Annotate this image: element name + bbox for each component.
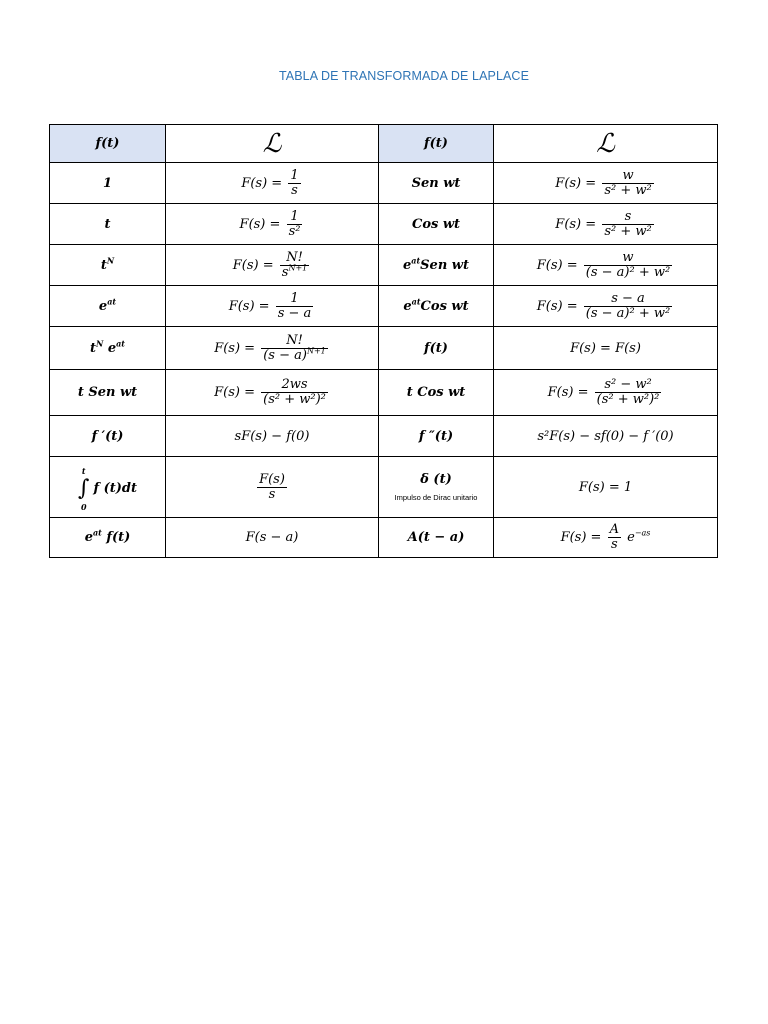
function-rest: f(t) bbox=[106, 530, 131, 545]
exponent: N bbox=[96, 338, 104, 349]
denominator: s² + w² bbox=[604, 223, 652, 239]
function-cell: f ″(t) bbox=[379, 416, 494, 457]
transform-cell: sF(s) − f(0) bbox=[166, 416, 379, 457]
fraction bbox=[280, 251, 309, 280]
transform-cell bbox=[166, 370, 379, 416]
fraction bbox=[257, 473, 287, 502]
fraction bbox=[595, 378, 662, 407]
integral-icon bbox=[78, 466, 89, 512]
base: e bbox=[402, 257, 412, 273]
table-row bbox=[50, 518, 718, 558]
header-laplace-1: ℒ bbox=[166, 125, 379, 163]
denominator: s² bbox=[288, 223, 301, 239]
transform-cell bbox=[166, 327, 379, 370]
exponent: at bbox=[92, 527, 102, 538]
table-row bbox=[50, 370, 718, 416]
denominator: s bbox=[268, 486, 276, 502]
table-row bbox=[50, 204, 718, 245]
function-note: Impulso de Dirac unitario bbox=[394, 493, 478, 502]
transform-cell bbox=[494, 518, 718, 558]
transform-prefix: F(s) = bbox=[536, 257, 578, 273]
function-cell: t Cos wt bbox=[379, 370, 494, 416]
function-cell bbox=[50, 518, 166, 558]
exponent: at bbox=[411, 255, 421, 266]
laplace-table bbox=[49, 124, 718, 558]
function-cell: f(t) bbox=[379, 327, 494, 370]
table-row bbox=[50, 163, 718, 204]
base: e bbox=[403, 298, 412, 314]
numerator: 1 bbox=[287, 210, 303, 225]
transform-cell bbox=[166, 457, 379, 518]
function-cell: f ′(t) bbox=[50, 416, 166, 457]
numerator: s bbox=[602, 210, 653, 225]
transform-prefix: F(s) = bbox=[555, 216, 597, 232]
function-rest: Cos wt bbox=[420, 298, 469, 314]
transform-cell: F(s) = F(s) bbox=[494, 327, 718, 370]
transform-prefix: F(s) = bbox=[241, 175, 283, 191]
numerator: w bbox=[584, 251, 672, 266]
base: e bbox=[627, 530, 635, 545]
exponent: N bbox=[106, 255, 115, 266]
denominator: $(s - a)^{N+1}$ bbox=[263, 346, 326, 363]
fraction bbox=[584, 251, 672, 280]
denominator: (s² + w²)² bbox=[263, 392, 326, 407]
denominator: $s^{N+1}$ bbox=[281, 263, 308, 280]
table-header-row bbox=[50, 125, 718, 163]
denominator: (s² + w²)² bbox=[596, 392, 660, 407]
transform-prefix: F(s) = bbox=[214, 340, 256, 356]
table-row bbox=[50, 457, 718, 518]
exponent: at bbox=[116, 338, 126, 349]
fraction bbox=[584, 292, 672, 321]
transform-prefix: F(s) = bbox=[536, 298, 578, 314]
transform-cell bbox=[166, 286, 379, 327]
transform-cell bbox=[166, 163, 379, 204]
denominator: s² + w² bbox=[604, 182, 652, 198]
exponent: at bbox=[411, 296, 421, 307]
base: e bbox=[84, 530, 93, 545]
function-cell bbox=[50, 327, 166, 370]
transform-cell bbox=[494, 163, 718, 204]
transform-cell bbox=[166, 204, 379, 245]
exponent: at bbox=[107, 296, 117, 307]
numerator: s − a bbox=[584, 292, 672, 307]
transform-cell: F(s) = 1 bbox=[494, 457, 718, 518]
function-cell: t Sen wt bbox=[50, 370, 166, 416]
numerator: 1 bbox=[276, 292, 314, 307]
integrand: f (t)dt bbox=[93, 481, 137, 496]
fraction bbox=[287, 210, 303, 239]
transform-prefix: F(s) = bbox=[214, 385, 255, 400]
fraction bbox=[602, 169, 653, 198]
transform-cell bbox=[494, 204, 718, 245]
transform-cell bbox=[494, 286, 718, 327]
function-rest: Sen wt bbox=[420, 257, 469, 273]
numerator: 1 bbox=[290, 167, 299, 183]
denominator: s bbox=[610, 537, 618, 552]
function-cell bbox=[379, 245, 494, 286]
numerator: F(s) bbox=[259, 471, 285, 487]
integral-sign: ∫ bbox=[78, 475, 90, 501]
transform-cell: F(s − a) bbox=[166, 518, 379, 558]
function-cell: A(t − a) bbox=[379, 518, 494, 558]
denominator: (s − a)² + w² bbox=[585, 305, 671, 321]
transform-prefix: F(s) = bbox=[239, 216, 281, 232]
transform-cell bbox=[166, 245, 379, 286]
transform-prefix: F(s) = bbox=[547, 385, 589, 400]
lower-limit: 0 bbox=[80, 501, 87, 512]
function-cell: 1 bbox=[50, 163, 166, 204]
header-laplace-2: ℒ bbox=[494, 125, 718, 163]
integral-expression bbox=[78, 466, 137, 512]
fraction bbox=[261, 378, 328, 407]
numerator: N! bbox=[280, 251, 309, 266]
function-cell: t bbox=[50, 204, 166, 245]
function-cell: Cos wt bbox=[379, 204, 494, 245]
transform-prefix: F(s) = bbox=[232, 257, 274, 273]
base: e bbox=[98, 298, 108, 314]
document-title: TABLA DE TRANSFORMADA DE LAPLACE bbox=[278, 69, 530, 83]
table-row bbox=[50, 416, 718, 457]
function-cell: Sen wt bbox=[379, 163, 494, 204]
function-cell bbox=[379, 457, 494, 518]
function-cell bbox=[379, 286, 494, 327]
transform-prefix: F(s) = bbox=[555, 175, 597, 191]
table-row bbox=[50, 286, 718, 327]
numerator: s² − w² bbox=[595, 378, 662, 393]
transform-cell bbox=[494, 245, 718, 286]
fraction bbox=[602, 210, 653, 239]
exponent: −as bbox=[634, 528, 651, 538]
transform-cell bbox=[494, 370, 718, 416]
fraction bbox=[288, 169, 300, 198]
denominator: (s − a)² + w² bbox=[585, 264, 671, 280]
function-cell bbox=[50, 457, 166, 518]
transform-prefix: F(s) = bbox=[228, 298, 270, 314]
base: e bbox=[107, 340, 117, 356]
numerator: w bbox=[602, 169, 653, 184]
fraction bbox=[276, 292, 314, 321]
fraction bbox=[261, 334, 328, 363]
denominator: s − a bbox=[277, 305, 312, 321]
function-cell bbox=[50, 286, 166, 327]
table-row bbox=[50, 327, 718, 370]
numerator: A bbox=[609, 522, 619, 537]
table-row bbox=[50, 245, 718, 286]
numerator: N! bbox=[261, 334, 328, 349]
base: t bbox=[100, 257, 107, 273]
transform-prefix: F(s) = bbox=[560, 530, 602, 545]
header-ft-2: f(t) bbox=[379, 125, 494, 163]
numerator: 2ws bbox=[261, 378, 328, 393]
transform-cell: s²F(s) − sf(0) − f ′(0) bbox=[494, 416, 718, 457]
denominator: s bbox=[291, 182, 298, 198]
fraction bbox=[608, 523, 621, 552]
upper-limit: t bbox=[81, 465, 86, 476]
base: t bbox=[89, 340, 96, 356]
function-label: δ (t) bbox=[420, 472, 452, 487]
function-cell bbox=[50, 245, 166, 286]
header-ft-1: f(t) bbox=[50, 125, 166, 163]
